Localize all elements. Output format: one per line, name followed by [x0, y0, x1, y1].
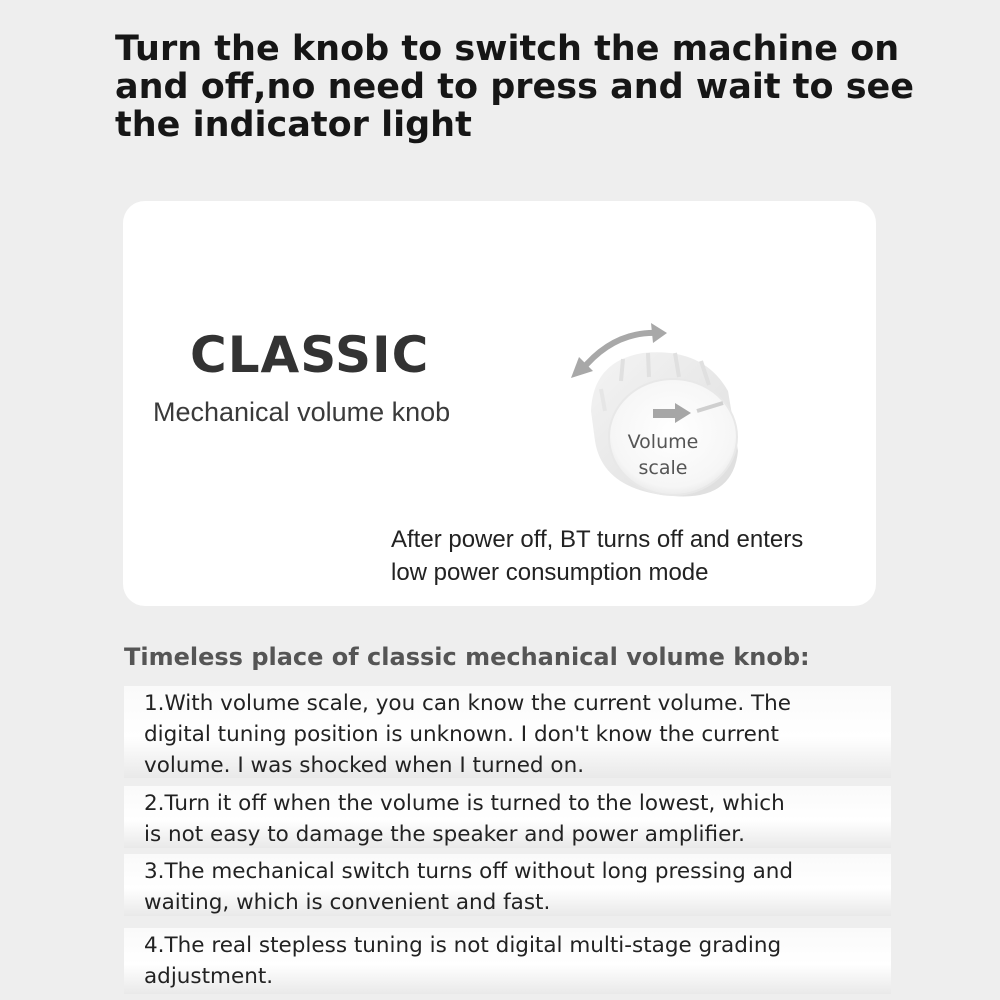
- headline-line: and off,no need to press and wait to see: [115, 67, 915, 107]
- feature-item: [124, 928, 891, 994]
- headline-line: the indicator light: [115, 105, 472, 145]
- feature-line: volume. I was shocked when I turned on.: [144, 753, 585, 778]
- classic-title: CLASSIC: [190, 326, 430, 384]
- classic-subtitle: Mechanical volume knob: [153, 397, 451, 427]
- volume-scale-line: scale: [638, 457, 688, 479]
- feature-item: [124, 786, 891, 848]
- power-off-line: low power consumption mode: [391, 559, 709, 586]
- features-title: Timeless place of classic mechanical volume knob:: [124, 643, 810, 671]
- feature-item: [124, 686, 891, 778]
- feature-line: is not easy to damage the speaker and power amplifier.: [144, 822, 745, 847]
- volume-scale-line: Volume: [627, 431, 699, 453]
- feature-item: [124, 854, 891, 916]
- feature-line: digital tuning position is unknown. I don't know the current: [144, 722, 779, 747]
- power-off-note: [391, 523, 871, 589]
- feature-line: 2.Turn it off when the volume is turned to the lowest, which: [144, 791, 785, 816]
- headline-line: Turn the knob to switch the machine on: [115, 29, 900, 69]
- feature-line: adjustment.: [144, 964, 274, 989]
- headline: [115, 30, 915, 144]
- power-off-line: After power off, BT turns off and enters: [391, 526, 804, 553]
- knob-card: [123, 201, 876, 606]
- feature-line: 3.The mechanical switch turns off without long pressing and: [144, 859, 794, 884]
- feature-line: 1.With volume scale, you can know the current volume. The: [144, 691, 791, 716]
- volume-scale-label: [593, 429, 733, 481]
- feature-line: waiting, which is convenient and fast.: [144, 890, 551, 915]
- feature-line: 4.The real stepless tuning is not digital multi-stage grading: [144, 933, 782, 958]
